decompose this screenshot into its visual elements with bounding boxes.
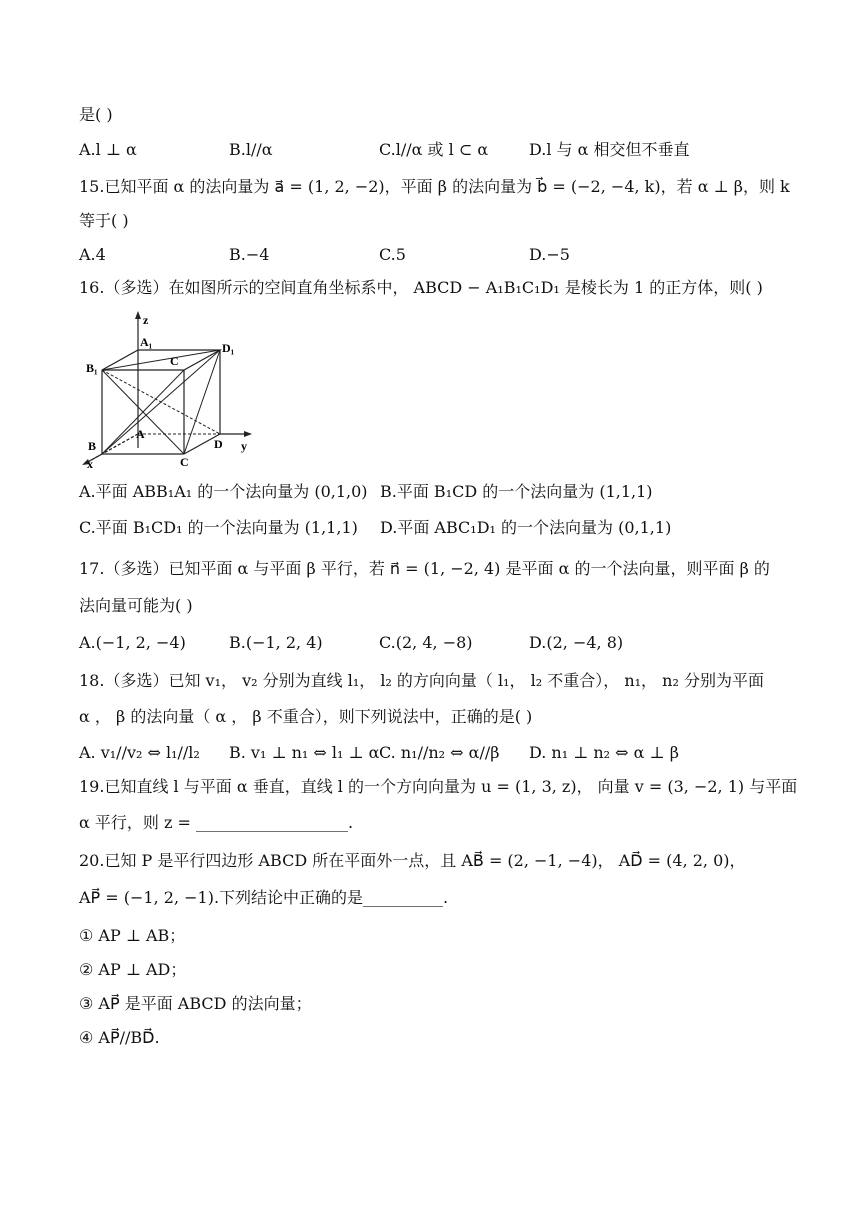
- q20-item-2: ② AP ⊥ AD；: [79, 960, 187, 979]
- label-b1: B₁: [86, 361, 98, 375]
- q14-option-b: B.l//α: [229, 140, 273, 159]
- q16-option-d: D.平面 ABC₁D₁ 的一个法向量为 (0,1,1): [380, 518, 672, 537]
- q17-option-b: B.(−1, 2, 4): [229, 633, 323, 652]
- q14-tail: 是( ): [79, 105, 113, 124]
- q18-option-d: D. n₁ ⊥ n₂ ⇔ α ⊥ β: [529, 743, 679, 762]
- q20-item-1: ① AP ⊥ AB；: [79, 926, 186, 945]
- q17-stem-line2: 法向量可能为( ): [79, 596, 193, 615]
- label-a1: A₁: [140, 335, 153, 349]
- q19-stem-line2: α 平行，则 z = ___________________.: [79, 813, 354, 832]
- q15-option-b: B.−4: [229, 245, 270, 264]
- label-a: A: [136, 427, 145, 441]
- q16-stem: 16.（多选）在如图所示的空间直角坐标系中， ABCD − A₁B₁C₁D₁ 是棱长为 1 的正方体，则( ): [79, 278, 763, 297]
- cube-coordinate-figure: [78, 308, 258, 470]
- q16-option-b: B.平面 B₁CD 的一个法向量为 (1,1,1): [380, 482, 653, 501]
- label-c: C: [180, 455, 189, 469]
- q17-option-d: D.(2, −4, 8): [529, 633, 624, 652]
- q18-stem-line1: 18.（多选）已知 v₁， v₂ 分别为直线 l₁， l₂ 的方向向量（ l₁， l₂ 不重合）， n₁， n₂ 分别为平面: [79, 671, 764, 690]
- label-y: y: [241, 439, 247, 453]
- label-b: B: [88, 439, 97, 453]
- z-axis-arrow-icon: [135, 311, 141, 319]
- q14-option-d: D.l 与 α 相交但不垂直: [529, 140, 690, 159]
- label-z: z: [143, 313, 149, 327]
- q17-stem-line1: 17.（多选）已知平面 α 与平面 β 平行，若 n⃗ = (1, −2, 4) 是平面 α 的一个法向量，则平面 β 的: [79, 559, 770, 578]
- label-d: D: [214, 437, 223, 451]
- q14-option-a: A.l ⊥ α: [79, 140, 137, 159]
- q19-stem-line1: 19.已知直线 l 与平面 α 垂直，直线 l 的一个方向向量为 u = (1, 3, z)， 向量 v = (3, −2, 1) 与平面: [79, 777, 798, 796]
- label-c1: C: [170, 354, 179, 368]
- label-d1: D₁: [222, 341, 235, 355]
- edge-a-b: [102, 434, 138, 454]
- q18-option-b: B. v₁ ⊥ n₁ ⇔ l₁ ⊥ α: [229, 743, 380, 762]
- label-x: x: [87, 457, 93, 470]
- q20-item-3: ③ AP⃗ 是平面 ABCD 的法向量；: [79, 994, 312, 1013]
- q20-stem-line1: 20.已知 P 是平行四边形 ABCD 所在平面外一点，且 AB⃗ = (2, −1, −4)， AD⃗ = (4, 2, 0)，: [79, 851, 746, 870]
- q16-option-c: C.平面 B₁CD₁ 的一个法向量为 (1,1,1): [79, 518, 358, 537]
- q15-option-d: D.−5: [529, 245, 570, 264]
- q17-option-a: A.(−1, 2, −4): [79, 633, 186, 652]
- q16-option-a: A.平面 ABB₁A₁ 的一个法向量为 (0,1,0): [79, 482, 368, 501]
- q17-option-c: C.(2, 4, −8): [379, 633, 473, 652]
- q15-option-a: A.4: [79, 245, 106, 264]
- q15-stem-line1: 15.已知平面 α 的法向量为 a⃗ = (1, 2, −2)，平面 β 的法向量为 b⃗ = (−2, −4, k)，若 α ⊥ β，则 k: [79, 177, 790, 196]
- y-axis-arrow-icon: [244, 431, 252, 437]
- q18-stem-line2: α ， β 的法向量（ α ， β 不重合），则下列说法中，正确的是( ): [79, 707, 533, 726]
- q15-stem-line2: 等于( ): [79, 211, 129, 230]
- q20-stem-line2: AP⃗ = (−1, 2, −1).下列结论中正确的是__________.: [79, 888, 449, 907]
- q18-option-a: A. v₁//v₂ ⇔ l₁//l₂: [79, 743, 200, 762]
- q14-option-c: C.l//α 或 l ⊂ α: [379, 140, 489, 159]
- q18-option-c: C. n₁//n₂ ⇔ α//β: [379, 743, 500, 762]
- q20-item-4: ④ AP⃗//BD⃗.: [79, 1028, 160, 1047]
- q15-option-c: C.5: [379, 245, 406, 264]
